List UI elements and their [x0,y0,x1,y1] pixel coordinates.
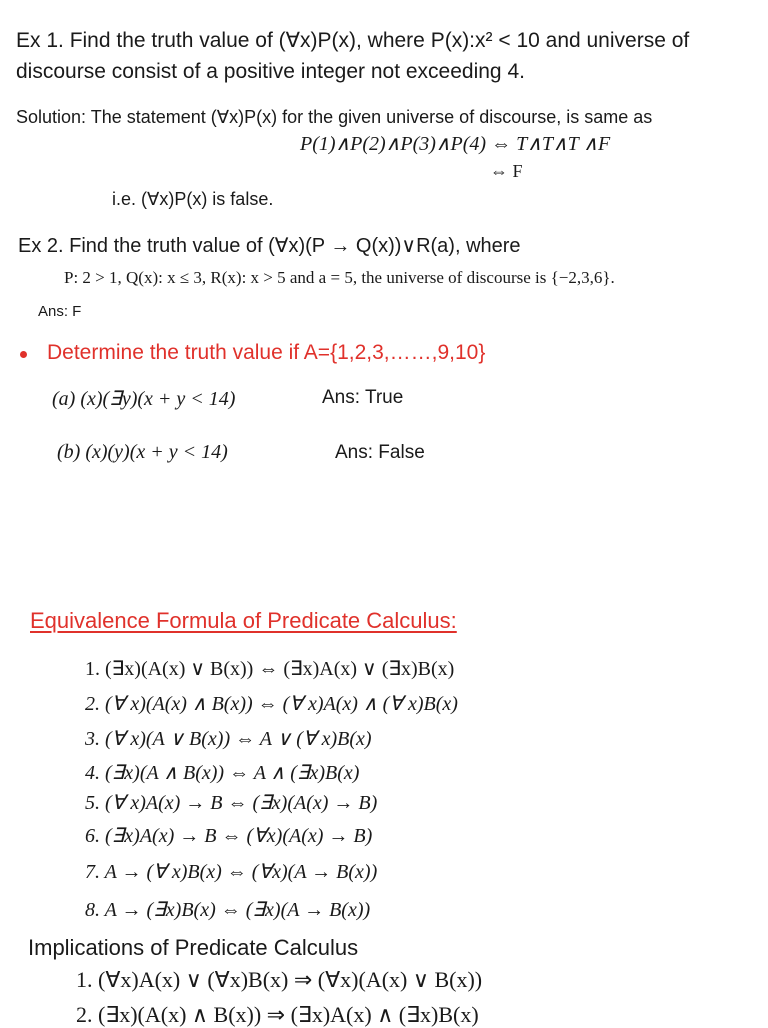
implication-item: 1. (∀x)A(x) ∨ (∀x)B(x) ⇒ (∀x)(A(x) ∨ B(x)) [76,967,483,992]
ex2-line1: Ex 2. Find the truth value of (∀x)(P → Q(x))∨R(a), where [18,235,521,257]
solution-equation: P(1)∧P(2)∧P(3)∧P(4) ⇔ T∧T∧T ∧F [300,133,611,155]
implication-item: 2. (∃x)(A(x) ∧ B(x)) ⇒ (∃x)A(x) ∧ (∃x)B(x) [76,1002,479,1027]
ex1-line2: discourse consist of a positive integer not exceeding 4. [16,60,525,83]
ex1-line1: Ex 1. Find the truth value of (∀x)P(x), where P(x):x² < 10 and universe of [16,29,690,52]
solution-line1: Solution: The statement (∀x)P(x) for the given universe of discourse, is same as [16,107,653,127]
equivalence-item: 8. A → (∃x)B(x) ⇔ (∃x)(A → B(x)) [85,899,371,921]
determine-b-expression: (b) (x)(y)(x + y < 14) [57,441,228,463]
determine-a-expression: (a) (x)(∃y)(x + y < 14) [52,388,236,410]
solution-result: ⇔ F [490,161,523,181]
determine-a-answer: Ans: True [322,387,404,408]
equivalence-item: 3. (∀ x)(A ∨ B(x)) ⇔ A ∨ (∀ x)B(x) [85,728,372,750]
ex2-definitions: P: 2 > 1, Q(x): x ≤ 3, R(x): x > 5 and a = 5, the universe of discourse is {−2,3,6}. [64,268,615,287]
bullet-icon [20,351,27,358]
equivalence-item: 1. (∃x)(A(x) ∨ B(x)) ⇔ (∃x)A(x) ∨ (∃x)B(x) [85,658,455,680]
equivalence-heading: Equivalence Formula of Predicate Calculus: [30,608,457,633]
determine-b-answer: Ans: False [335,442,425,463]
equivalence-item: 5. (∀ x)A(x) → B ⇔ (∃x)(A(x) → B) [85,792,378,814]
implications-heading: Implications of Predicate Calculus [28,935,359,960]
equivalence-item: 2. (∀ x)(A(x) ∧ B(x)) ⇔ (∀ x)A(x) ∧ (∀ x)B(x) [85,693,458,715]
ex2-answer: Ans: F [38,303,82,320]
solution-conclusion: i.e. (∀x)P(x) is false. [112,189,274,209]
equivalence-item: 6. (∃x)A(x) → B ⇔ (∀x)(A(x) → B) [85,825,373,847]
equivalence-item: 4. (∃x)(A ∧ B(x)) ⇔ A ∧ (∃x)B(x) [85,762,360,784]
determine-heading: Determine the truth value if A={1,2,3,……,9,10} [47,341,486,364]
equivalence-item: 7. A → (∀ x)B(x) ⇔ (∀x)(A → B(x)) [85,861,378,883]
